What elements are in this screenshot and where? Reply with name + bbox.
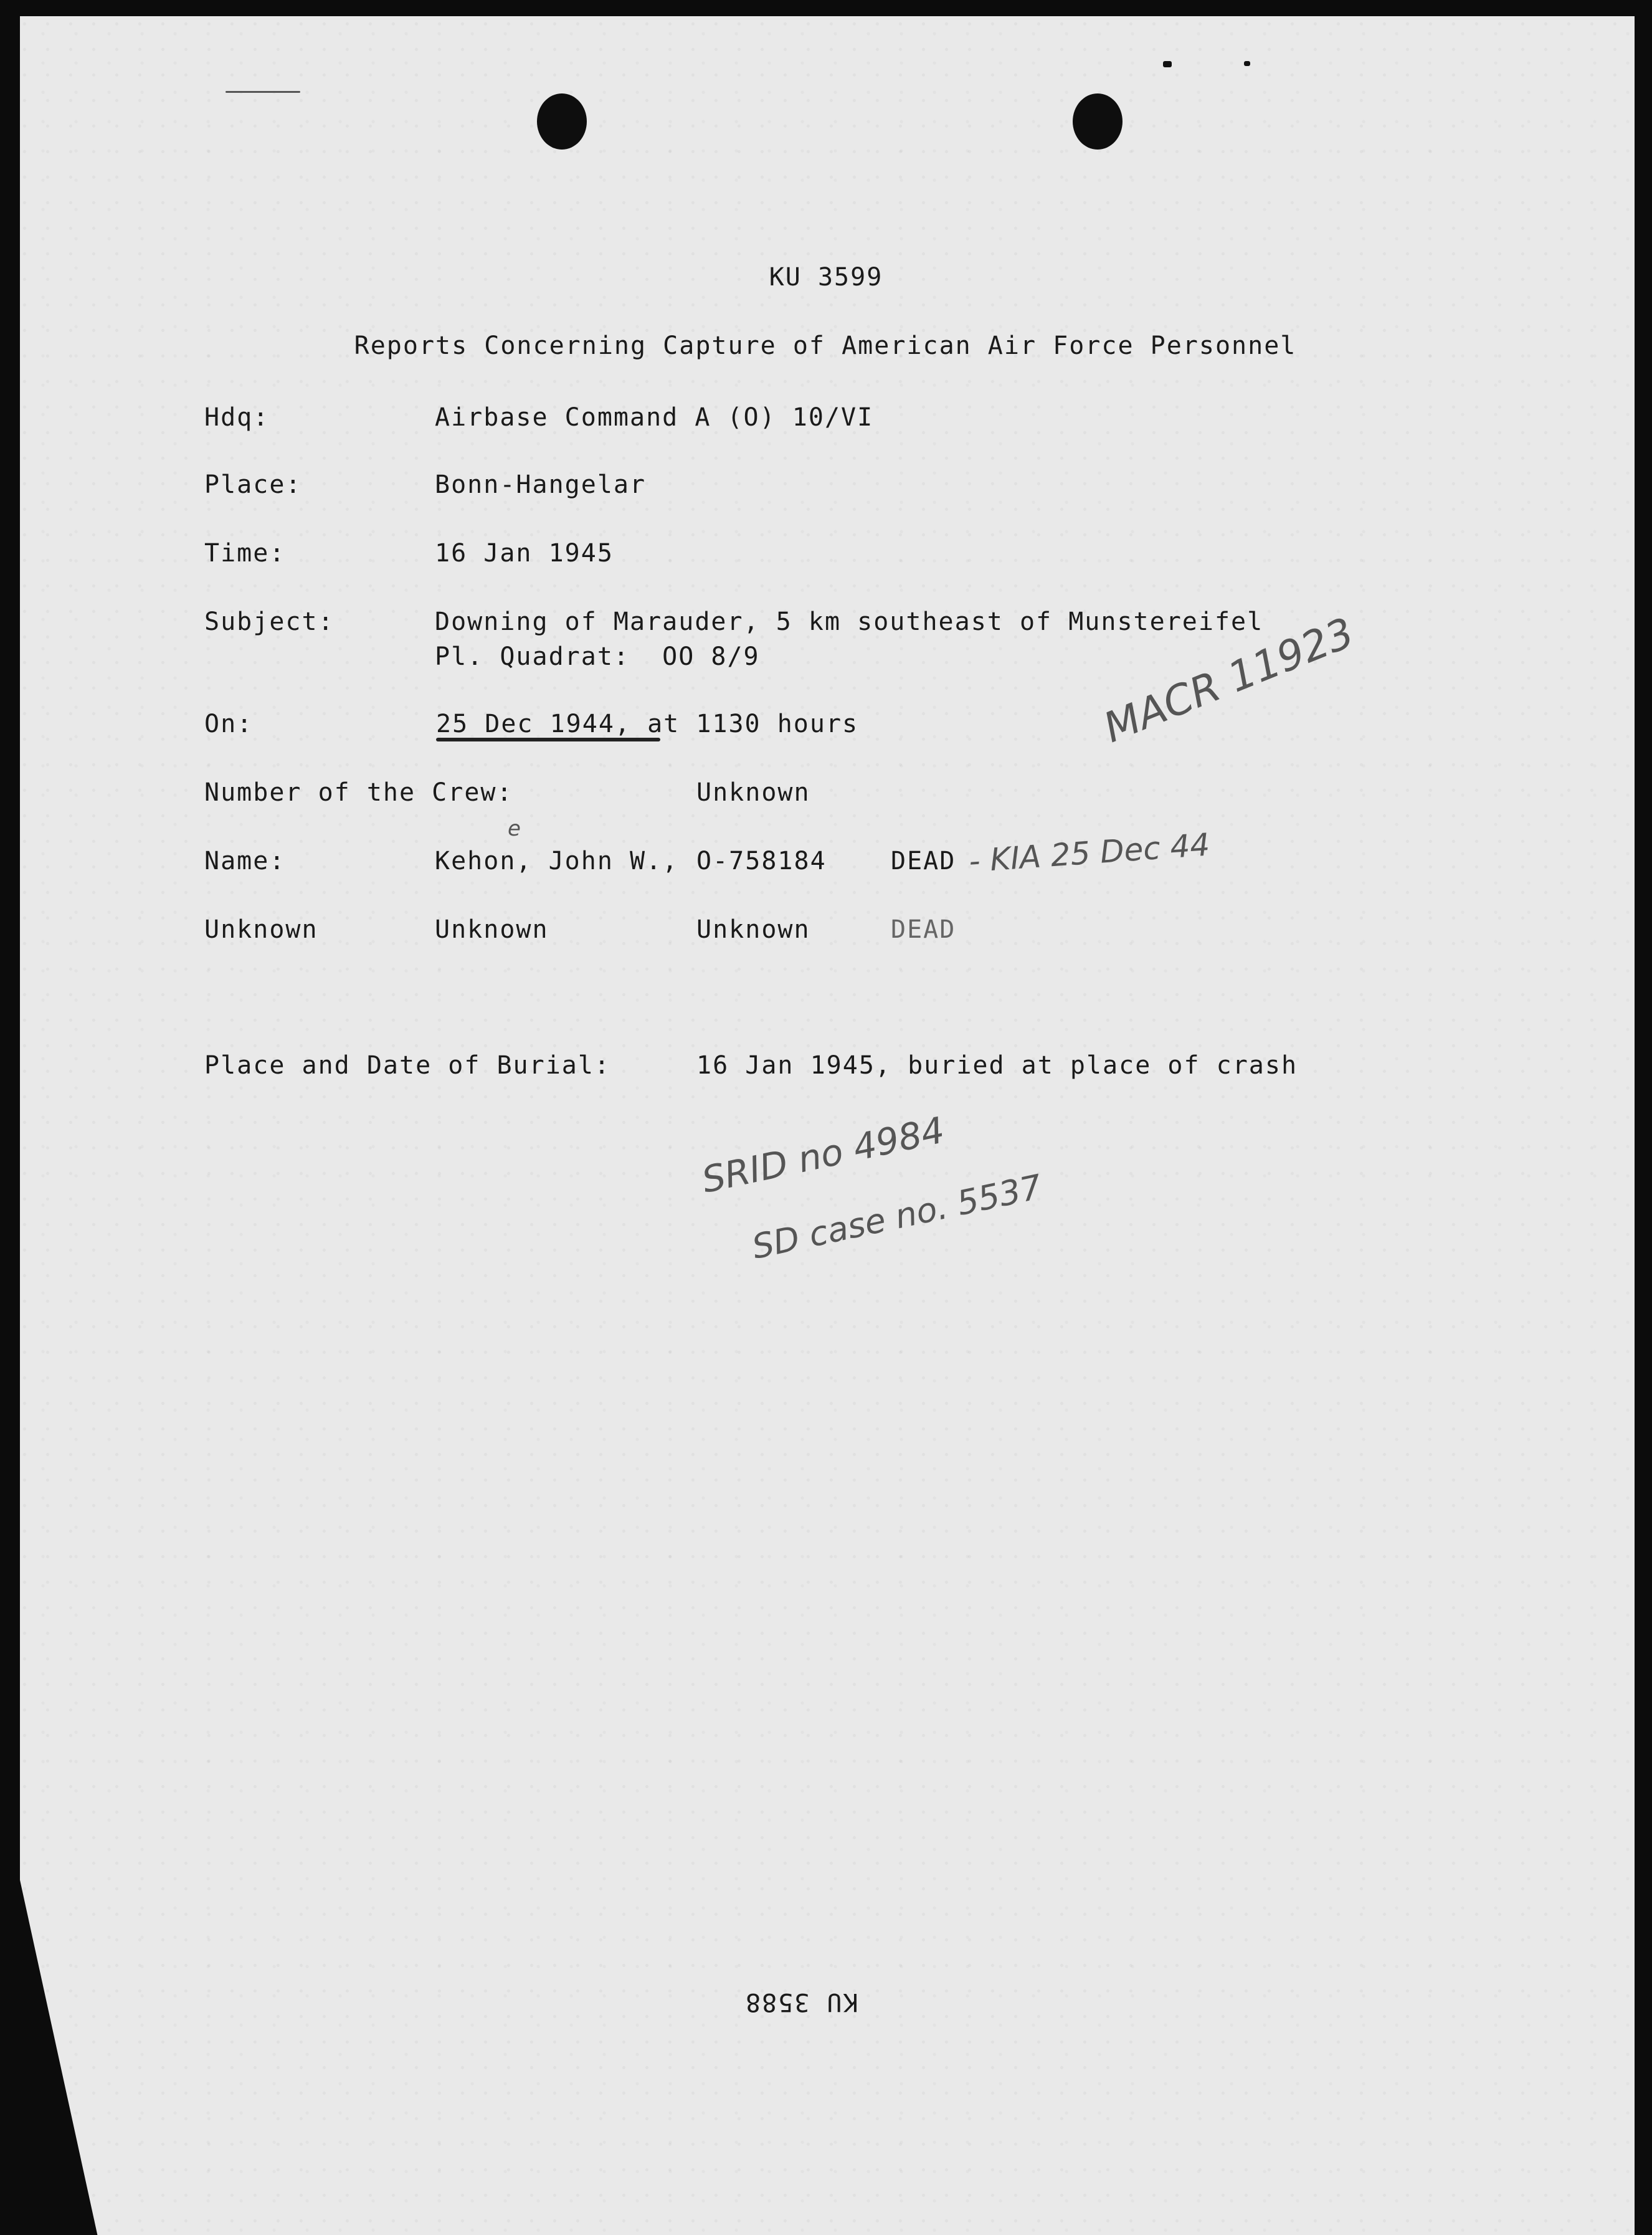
- place-value: Bonn-Hangelar: [435, 470, 647, 499]
- handwritten-underline: [436, 738, 660, 741]
- punch-hole-right: [1073, 93, 1123, 150]
- crew-value: Unknown: [696, 778, 810, 807]
- document-title: Reports Concerning Capture of American Air Force Personnel: [354, 331, 1297, 360]
- subject-label: Subject:: [204, 608, 335, 636]
- time-value: 16 Jan 1945: [435, 539, 614, 568]
- scan-speck: [1163, 61, 1172, 67]
- burial-value: 16 Jan 1945, buried at place of crash: [696, 1051, 1298, 1080]
- name-status: DEAD: [891, 847, 956, 875]
- unknown-status: DEAD: [891, 915, 956, 944]
- handwritten-macr-number: MACR 11923: [1097, 608, 1361, 752]
- handwritten-kia-note: - KIA 25 Dec 44: [967, 826, 1211, 880]
- scan-speck: [1244, 61, 1250, 66]
- unknown-serial: Unknown: [696, 915, 810, 944]
- handwritten-sd-case-note: SD case no. 5537: [748, 1166, 1045, 1267]
- hdq-value: Airbase Command A (O) 10/VI: [435, 403, 874, 432]
- time-label: Time:: [204, 539, 286, 568]
- place-label: Place:: [204, 470, 302, 499]
- handwritten-name-correction: e: [508, 816, 521, 841]
- on-label: On:: [204, 710, 254, 738]
- on-value: 25 Dec 1944, at 1130 hours: [436, 710, 859, 738]
- subject-line-2: Pl. Quadrat: OO 8/9: [435, 642, 760, 671]
- document-id: KU 3599: [769, 263, 883, 292]
- burial-label: Place and Date of Burial:: [204, 1051, 611, 1080]
- punch-hole-left: [537, 93, 587, 150]
- mirrored-footer-id: KU 3588: [744, 1988, 858, 2016]
- handwritten-srid-note: SRID no 4984: [698, 1108, 948, 1201]
- name-serial: O-758184: [696, 847, 827, 875]
- hdq-label: Hdq:: [204, 403, 270, 432]
- name-label: Name:: [204, 847, 286, 875]
- crew-label: Number of the Crew:: [204, 778, 513, 807]
- subject-line-1: Downing of Marauder, 5 km southeast of Munstereifel: [435, 608, 1264, 636]
- scan-speck: [225, 91, 300, 93]
- unknown-name: Unknown: [204, 915, 318, 944]
- name-value: Kehon, John W.,: [435, 847, 679, 875]
- unknown-name-2: Unknown: [435, 915, 549, 944]
